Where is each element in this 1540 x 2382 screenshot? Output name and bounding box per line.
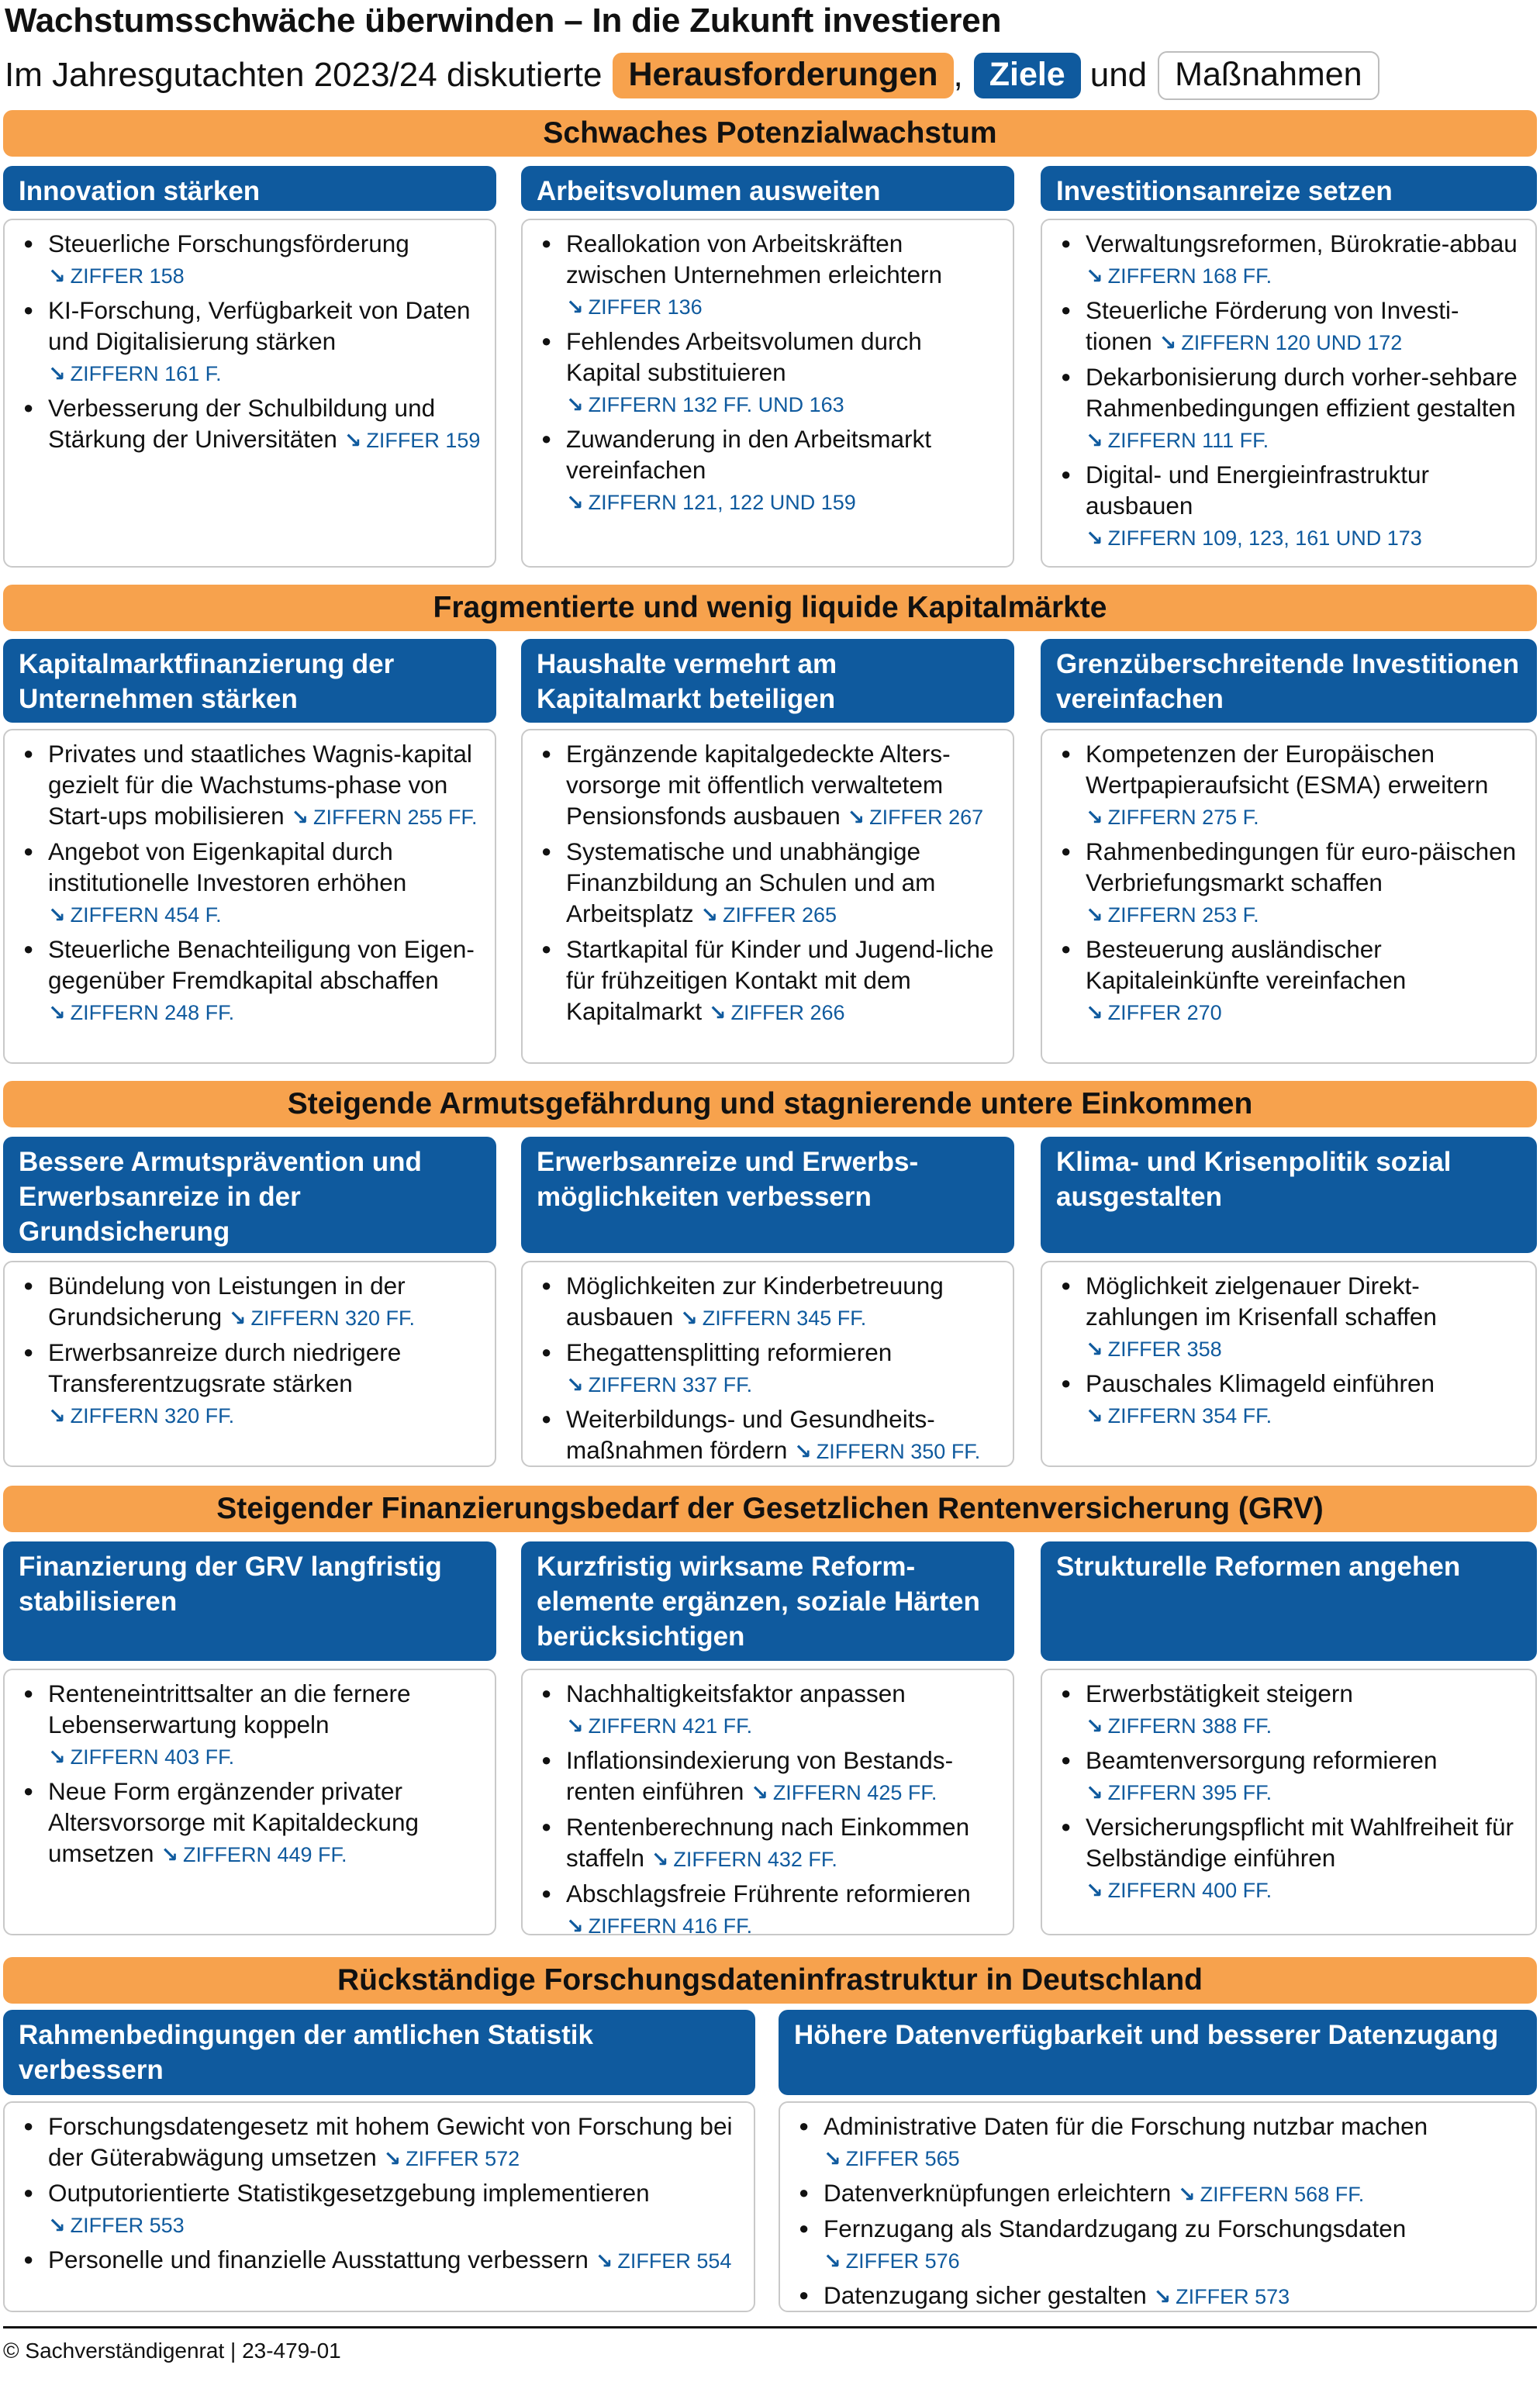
goal-column — [1041, 639, 1537, 1064]
measure-item — [17, 1270, 484, 1334]
goal-label: Erwerbsanreize und Erwerbs-möglichkeiten verbessern — [521, 1137, 1014, 1253]
reference-arrow-icon: ↘ — [1086, 1338, 1103, 1361]
measures-box — [1041, 729, 1537, 1064]
paragraph-reference — [680, 1307, 866, 1330]
paragraph-reference — [848, 806, 984, 829]
goal-column — [779, 2010, 1537, 2312]
goal-column — [521, 639, 1014, 1064]
measure-text: Startkapital für Kinder und Jugend-liche für frühzeitigen Kontakt mit dem Kapitalmarkt — [566, 935, 994, 1025]
reference-arrow-icon: ↘ — [48, 264, 66, 288]
measure-item — [535, 1811, 1002, 1875]
goal-column — [3, 2010, 755, 2312]
goal-column — [521, 1541, 1014, 1938]
paragraph-reference — [48, 1404, 234, 1427]
reference-arrow-icon: ↘ — [48, 362, 66, 385]
measures-box — [3, 1261, 496, 1467]
measure-text: Administrative Daten für die Forschung nutzbar machen — [824, 2112, 1428, 2140]
measure-item — [535, 934, 1002, 1028]
paragraph-reference — [344, 429, 481, 452]
measure-text: Steuerliche Benachteiligung von Eigen- gegenüber Fremdkapital abschaffen — [48, 935, 475, 994]
reference-text: ZIFFERN 337 FF. — [588, 1373, 753, 1396]
reference-text: ZIFFERN 248 FF. — [70, 1001, 235, 1024]
measure-text: Digital- und Energieinfrastruktur ausbauen — [1086, 461, 1429, 520]
paragraph-reference — [384, 2147, 520, 2170]
measures-box — [3, 729, 496, 1064]
subtitle-legend — [5, 50, 1389, 101]
measure-item — [535, 228, 1002, 323]
reference-arrow-icon: ↘ — [1086, 1404, 1103, 1427]
reference-text: ZIFFERN 111 FF. — [1107, 429, 1269, 452]
reference-arrow-icon: ↘ — [680, 1307, 698, 1330]
reference-text: ZIFFER 266 — [730, 1001, 845, 1024]
paragraph-reference — [566, 393, 844, 416]
measure-text: Fehlendes Arbeitsvolumen durch Kapital substituieren — [566, 327, 922, 386]
measure-text: Renteneintrittsalter an die fernere Lebenserwartung koppeln — [48, 1679, 411, 1738]
paragraph-reference — [161, 1843, 347, 1866]
goal-label: Bessere Armutsprävention und Erwerbsanreize in der Grundsicherung — [3, 1137, 496, 1253]
measure-text: Abschlagsfreie Frührente reformieren — [566, 1880, 971, 1907]
goal-column — [521, 1137, 1014, 1467]
reference-arrow-icon: ↘ — [847, 806, 865, 829]
measure-text: Weiterbildungs- und Gesundheits-maßnahmen fördern — [566, 1405, 935, 1464]
measure-text: Inflationsindexierung von Bestands-renten einführen — [566, 1746, 954, 1805]
reference-arrow-icon: ↘ — [1086, 526, 1103, 550]
measure-text: Verbesserung der Schulbildung und Stärkung der Universitäten — [48, 394, 436, 453]
paragraph-reference — [48, 2214, 185, 2237]
reference-text: ZIFFERN 275 F. — [1107, 806, 1259, 829]
measures-box — [3, 219, 496, 568]
goal-label: Kurzfristig wirksame Reform-elemente ergänzen, soziale Härten berücksichtigen — [521, 1541, 1014, 1661]
paragraph-reference — [596, 2249, 732, 2273]
paragraph-reference — [1086, 1404, 1272, 1427]
paragraph-reference — [824, 2249, 960, 2273]
measure-text: Forschungsdatengesetz mit hohem Gewicht von Forschung bei der Güterabwägung umsetzen — [48, 2112, 733, 2171]
goal-column — [1041, 1137, 1537, 1467]
reference-arrow-icon: ↘ — [48, 1745, 66, 1769]
goal-column — [521, 166, 1014, 568]
challenge-banner: Schwaches Potenzialwachstum — [3, 110, 1537, 157]
reference-arrow-icon: ↘ — [794, 1440, 812, 1463]
measure-text: Kompetenzen der Europäischen Wertpapieraufsicht (ESMA) erweitern — [1086, 740, 1489, 799]
reference-arrow-icon: ↘ — [1086, 264, 1103, 288]
paragraph-reference — [48, 264, 185, 288]
measure-item — [792, 2213, 1524, 2277]
reference-text: ZIFFER 576 — [845, 2249, 960, 2273]
measure-item — [535, 1678, 1002, 1742]
measures-box — [521, 1261, 1014, 1467]
measure-text: Datenverknüpfungen erleichtern — [824, 2179, 1179, 2207]
measure-text: Personelle und finanzielle Ausstattung verbessern — [48, 2246, 596, 2273]
measure-text: Outputorientierte Statistikgesetzgebung implementieren — [48, 2179, 650, 2207]
measure-item — [1055, 836, 1524, 930]
reference-text: ZIFFERN 320 FF. — [70, 1404, 235, 1427]
paragraph-reference — [1086, 1001, 1222, 1024]
goal-label: Arbeitsvolumen ausweiten — [521, 166, 1014, 211]
reference-text: ZIFFERN 320 FF. — [250, 1307, 416, 1330]
reference-text: ZIFFER 159 — [366, 429, 481, 452]
reference-text: ZIFFER 553 — [70, 2214, 185, 2237]
measures-box — [521, 219, 1014, 568]
reference-text: ZIFFERN 400 FF. — [1107, 1879, 1272, 1902]
measures-box — [3, 1669, 496, 1935]
measure-text: Steuerliche Forschungsförderung — [48, 230, 409, 257]
goal-label: Rahmenbedingungen der amtlichen Statistik verbessern — [3, 2010, 755, 2095]
reference-arrow-icon: ↘ — [566, 1373, 584, 1396]
reference-text: ZIFFERN 121, 122 UND 159 — [588, 491, 856, 514]
reference-text: ZIFFERN 161 F. — [70, 362, 222, 385]
reference-text: ZIFFER 358 — [1107, 1338, 1222, 1361]
measures-box — [779, 2101, 1537, 2312]
paragraph-reference — [48, 1001, 234, 1024]
reference-text: ZIFFERN 416 FF. — [588, 1914, 753, 1938]
measure-item — [535, 738, 1002, 833]
measure-item — [1055, 1811, 1524, 1906]
challenge-section — [3, 1486, 1537, 1938]
paragraph-reference — [1086, 806, 1259, 829]
challenge-section — [3, 110, 1537, 568]
measure-item — [17, 392, 484, 456]
reference-text: ZIFFER 573 — [1176, 2285, 1290, 2308]
reference-arrow-icon: ↘ — [344, 429, 362, 452]
measure-item — [17, 738, 484, 833]
paragraph-reference — [291, 806, 477, 829]
reference-arrow-icon: ↘ — [48, 903, 66, 927]
legend-measure-badge: Maßnahmen — [1158, 51, 1379, 100]
measure-text: Datenzugang sicher gestalten — [824, 2281, 1154, 2309]
measure-item — [17, 295, 484, 389]
paragraph-reference — [566, 295, 703, 319]
reference-text: ZIFFER 136 — [588, 295, 703, 319]
reference-text: ZIFFERN 109, 123, 161 UND 173 — [1107, 526, 1422, 550]
reference-text: ZIFFERN 255 FF. — [313, 806, 478, 829]
reference-text: ZIFFER 554 — [617, 2249, 732, 2273]
measure-text: Privates und staatliches Wagnis-kapital gezielt für die Wachstums-phase von Start-ups mobilisieren — [48, 740, 472, 830]
measure-text: Möglichkeit zielgenauer Direkt-zahlungen im Krisenfall schaffen — [1086, 1272, 1437, 1331]
reference-text: ZIFFER 265 — [722, 903, 837, 927]
goal-label: Klima- und Krisenpolitik sozial ausgestalten — [1041, 1137, 1537, 1253]
challenge-banner: Steigende Armutsgefährdung und stagnierende untere Einkommen — [3, 1081, 1537, 1127]
measure-item — [1055, 1270, 1524, 1365]
challenge-banner: Steigender Finanzierungsbedarf der Gesetzlichen Rentenversicherung (GRV) — [3, 1486, 1537, 1532]
subtitle-comma: , — [953, 56, 963, 94]
goal-column — [3, 166, 496, 568]
reference-text: ZIFFERN 421 FF. — [588, 1714, 753, 1738]
measure-item — [535, 326, 1002, 420]
measure-item — [17, 2111, 743, 2174]
reference-text: ZIFFERN 253 F. — [1107, 903, 1259, 927]
reference-arrow-icon: ↘ — [1086, 1714, 1103, 1738]
measure-item — [17, 1337, 484, 1431]
measure-text: Bündelung von Leistungen in der Grundsicherung — [48, 1272, 406, 1331]
paragraph-reference — [566, 1914, 752, 1938]
goal-label: Grenzüberschreitende Investitionen vereinfachen — [1041, 639, 1537, 723]
paragraph-reference — [651, 1848, 837, 1871]
reference-arrow-icon: ↘ — [161, 1843, 178, 1866]
paragraph-reference — [1086, 1338, 1222, 1361]
reference-text: ZIFFERN 354 FF. — [1107, 1404, 1272, 1427]
reference-text: ZIFFER 158 — [70, 264, 185, 288]
reference-arrow-icon: ↘ — [48, 1001, 66, 1024]
measure-item — [535, 423, 1002, 518]
measure-item — [17, 1678, 484, 1773]
measure-text: Neue Form ergänzender privater Altersvorsorge mit Kapitaldeckung umsetzen — [48, 1777, 419, 1867]
measure-item — [1055, 1678, 1524, 1742]
reference-arrow-icon: ↘ — [566, 1914, 584, 1938]
paragraph-reference — [1086, 903, 1259, 927]
goal-column — [1041, 1541, 1537, 1935]
reference-arrow-icon: ↘ — [566, 393, 584, 416]
measure-item — [535, 836, 1002, 930]
reference-text: ZIFFERN 449 FF. — [182, 1843, 347, 1866]
reference-arrow-icon: ↘ — [1178, 2183, 1196, 2206]
reference-arrow-icon: ↘ — [566, 1714, 584, 1738]
measure-item — [17, 2177, 743, 2241]
paragraph-reference — [1178, 2183, 1364, 2206]
reference-arrow-icon: ↘ — [48, 2214, 66, 2237]
challenge-banner: Fragmentierte und wenig liquide Kapitalmärkte — [3, 585, 1537, 631]
challenge-banner: Rückständige Forschungsdateninfrastruktur in Deutschland — [3, 1957, 1537, 2004]
measure-text: Rentenberechnung nach Einkommen staffeln — [566, 1813, 970, 1872]
goal-label: Höhere Datenverfügbarkeit und besserer Datenzugang — [779, 2010, 1537, 2095]
measure-item — [535, 1337, 1002, 1400]
reference-text: ZIFFERN 388 FF. — [1107, 1714, 1272, 1738]
measure-item — [792, 2177, 1524, 2210]
measure-item — [792, 2111, 1524, 2174]
measures-box — [3, 2101, 755, 2312]
measure-item — [1055, 295, 1524, 358]
measure-text: Fernzugang als Standardzugang zu Forschungsdaten — [824, 2215, 1407, 2242]
paragraph-reference — [700, 903, 837, 927]
subtitle-and: und — [1089, 56, 1148, 94]
subtitle-prefix: Im Jahresgutachten 2023/24 diskutierte — [5, 56, 603, 94]
paragraph-reference — [229, 1307, 415, 1330]
reference-text: ZIFFER 565 — [845, 2147, 960, 2170]
measures-box — [1041, 219, 1537, 568]
measure-item — [17, 2244, 743, 2277]
measure-item — [535, 1403, 1002, 1467]
measure-text: KI-Forschung, Verfügbarkeit von Daten und Digitalisierung stärken — [48, 296, 471, 355]
legend-goal-badge: Ziele — [974, 53, 1081, 98]
goal-column — [1041, 166, 1537, 568]
measure-text: Besteuerung ausländischer Kapitaleinkünfte vereinfachen — [1086, 935, 1407, 994]
measure-text: Erwerbstätigkeit steigern — [1086, 1679, 1353, 1707]
paragraph-reference — [1086, 264, 1272, 288]
paragraph-reference — [824, 2147, 960, 2170]
reference-arrow-icon: ↘ — [700, 903, 718, 927]
challenge-section — [3, 585, 1537, 1064]
measure-item — [535, 1270, 1002, 1334]
reference-text: ZIFFERN 454 F. — [70, 903, 222, 927]
goal-column — [3, 1541, 496, 1935]
reference-text: ZIFFERN 120 UND 172 — [1181, 331, 1403, 354]
legend-challenge-badge: Herausforderungen — [613, 53, 953, 98]
measure-text: Systematische und unabhängige Finanzbildung an Schulen und am Arbeitsplatz — [566, 837, 936, 927]
reference-arrow-icon: ↘ — [751, 1781, 768, 1804]
paragraph-reference — [566, 1714, 752, 1738]
reference-arrow-icon: ↘ — [566, 295, 584, 319]
goal-label: Finanzierung der GRV langfristig stabilisieren — [3, 1541, 496, 1661]
reference-arrow-icon: ↘ — [383, 2147, 402, 2170]
reference-arrow-icon: ↘ — [566, 491, 584, 514]
reference-arrow-icon: ↘ — [48, 1404, 66, 1427]
measure-text: Pauschales Klimageld einführen — [1086, 1369, 1435, 1397]
measure-text: Reallokation von Arbeitskräften zwischen Unternehmen erleichtern — [566, 230, 942, 288]
measure-text: Steuerliche Förderung von Investi-tionen — [1086, 296, 1459, 355]
reference-text: ZIFFERN 403 FF. — [70, 1745, 235, 1769]
reference-arrow-icon: ↘ — [1158, 331, 1177, 354]
measure-text: Ehegattensplitting reformieren — [566, 1338, 893, 1366]
reference-text: ZIFFERN 132 FF. UND 163 — [588, 393, 844, 416]
paragraph-reference — [1086, 429, 1269, 452]
measure-item — [1055, 228, 1524, 292]
measure-text: Versicherungspflicht mit Wahlfreiheit für Selbständige einführen — [1086, 1813, 1514, 1872]
measure-item — [792, 2280, 1524, 2312]
measure-item — [1055, 1368, 1524, 1431]
measure-item — [1055, 934, 1524, 1028]
measure-text: Beamtenversorgung reformieren — [1086, 1746, 1438, 1774]
measure-item — [535, 1745, 1002, 1808]
goal-column — [3, 1137, 496, 1467]
measure-item — [1055, 361, 1524, 456]
measure-item — [17, 836, 484, 930]
footer-credit: © Sachverständigenrat | 23-479-01 — [3, 2339, 341, 2363]
measure-text: Erwerbsanreize durch niedrigere Transferentzugsrate stärken — [48, 1338, 402, 1397]
goal-label: Haushalte vermehrt am Kapitalmarkt beteiligen — [521, 639, 1014, 723]
reference-text: ZIFFERN 425 FF. — [772, 1781, 937, 1804]
reference-arrow-icon: ↘ — [1086, 1001, 1103, 1024]
reference-arrow-icon: ↘ — [291, 806, 309, 829]
goal-label: Investitionsanreize setzen — [1041, 166, 1537, 211]
reference-text: ZIFFERN 345 FF. — [702, 1307, 867, 1330]
goal-column — [3, 639, 496, 1064]
measure-text: Nachhaltigkeitsfaktor anpassen — [566, 1679, 906, 1707]
footer-divider — [3, 2326, 1537, 2328]
challenge-section — [3, 1081, 1537, 1467]
goal-label: Kapitalmarktfinanzierung der Unternehmen stärken — [3, 639, 496, 723]
reference-arrow-icon: ↘ — [1086, 903, 1103, 927]
measure-item — [17, 1776, 484, 1870]
goal-label: Innovation stärken — [3, 166, 496, 211]
measure-item — [17, 934, 484, 1028]
measure-item — [1055, 459, 1524, 554]
measure-text: Rahmenbedingungen für euro-päischen Verbriefungsmarkt schaffen — [1086, 837, 1517, 896]
measure-text: Dekarbonisierung durch vorher-sehbare Rahmenbedingungen effizient gestalten — [1086, 363, 1518, 422]
reference-text: ZIFFER 267 — [869, 806, 984, 829]
reference-arrow-icon: ↘ — [228, 1307, 247, 1330]
paragraph-reference — [1086, 1714, 1272, 1738]
measures-box — [1041, 1669, 1537, 1935]
paragraph-reference — [1154, 2285, 1290, 2308]
paragraph-reference — [1159, 331, 1403, 354]
reference-arrow-icon: ↘ — [708, 1001, 727, 1024]
reference-arrow-icon: ↘ — [1086, 1781, 1103, 1804]
measures-box — [521, 729, 1014, 1064]
paragraph-reference — [48, 362, 222, 385]
measures-box — [1041, 1261, 1537, 1467]
reference-arrow-icon: ↘ — [1086, 806, 1103, 829]
paragraph-reference — [751, 1781, 937, 1804]
paragraph-reference — [794, 1440, 980, 1463]
goal-label: Strukturelle Reformen angehen — [1041, 1541, 1537, 1661]
reference-text: ZIFFERN 168 FF. — [1107, 264, 1272, 288]
reference-arrow-icon: ↘ — [595, 2249, 613, 2273]
paragraph-reference — [1086, 1879, 1272, 1902]
paragraph-reference — [48, 903, 222, 927]
reference-arrow-icon: ↘ — [1153, 2285, 1172, 2308]
paragraph-reference — [1086, 1781, 1272, 1804]
measure-item — [1055, 738, 1524, 833]
reference-arrow-icon: ↘ — [1086, 1879, 1103, 1902]
reference-text: ZIFFERN 568 FF. — [1200, 2183, 1365, 2206]
reference-text: ZIFFER 572 — [406, 2147, 520, 2170]
reference-arrow-icon: ↘ — [651, 1848, 669, 1871]
reference-text: ZIFFERN 395 FF. — [1107, 1781, 1272, 1804]
paragraph-reference — [566, 1373, 752, 1396]
measures-box — [521, 1669, 1014, 1938]
page-title: Wachstumsschwäche überwinden – In die Zukunft investieren — [5, 2, 1002, 40]
reference-text: ZIFFER 270 — [1107, 1001, 1222, 1024]
reference-arrow-icon: ↘ — [1086, 429, 1103, 452]
measure-text: Angebot von Eigenkapital durch institutionelle Investoren erhöhen — [48, 837, 407, 896]
paragraph-reference — [48, 1745, 234, 1769]
paragraph-reference — [566, 491, 856, 514]
measure-text: Ergänzende kapitalgedeckte Alters-vorsorge mit öffentlich verwaltetem Pensionsfonds ausbauen — [566, 740, 951, 830]
reference-text: ZIFFERN 432 FF. — [673, 1848, 837, 1871]
reference-arrow-icon: ↘ — [824, 2147, 841, 2170]
measure-text: Möglichkeiten zur Kinderbetreuung ausbauen — [566, 1272, 944, 1331]
measure-text: Verwaltungsreformen, Bürokratie-abbau — [1086, 230, 1518, 257]
measure-item — [1055, 1745, 1524, 1808]
measure-item — [17, 228, 484, 292]
paragraph-reference — [709, 1001, 845, 1024]
measure-text: Zuwanderung in den Arbeitsmarkt vereinfachen — [566, 425, 932, 484]
reference-text: ZIFFERN 350 FF. — [816, 1440, 981, 1463]
reference-arrow-icon: ↘ — [824, 2249, 841, 2273]
paragraph-reference — [1086, 526, 1422, 550]
challenge-section — [3, 1957, 1537, 2312]
measure-item — [535, 1878, 1002, 1942]
